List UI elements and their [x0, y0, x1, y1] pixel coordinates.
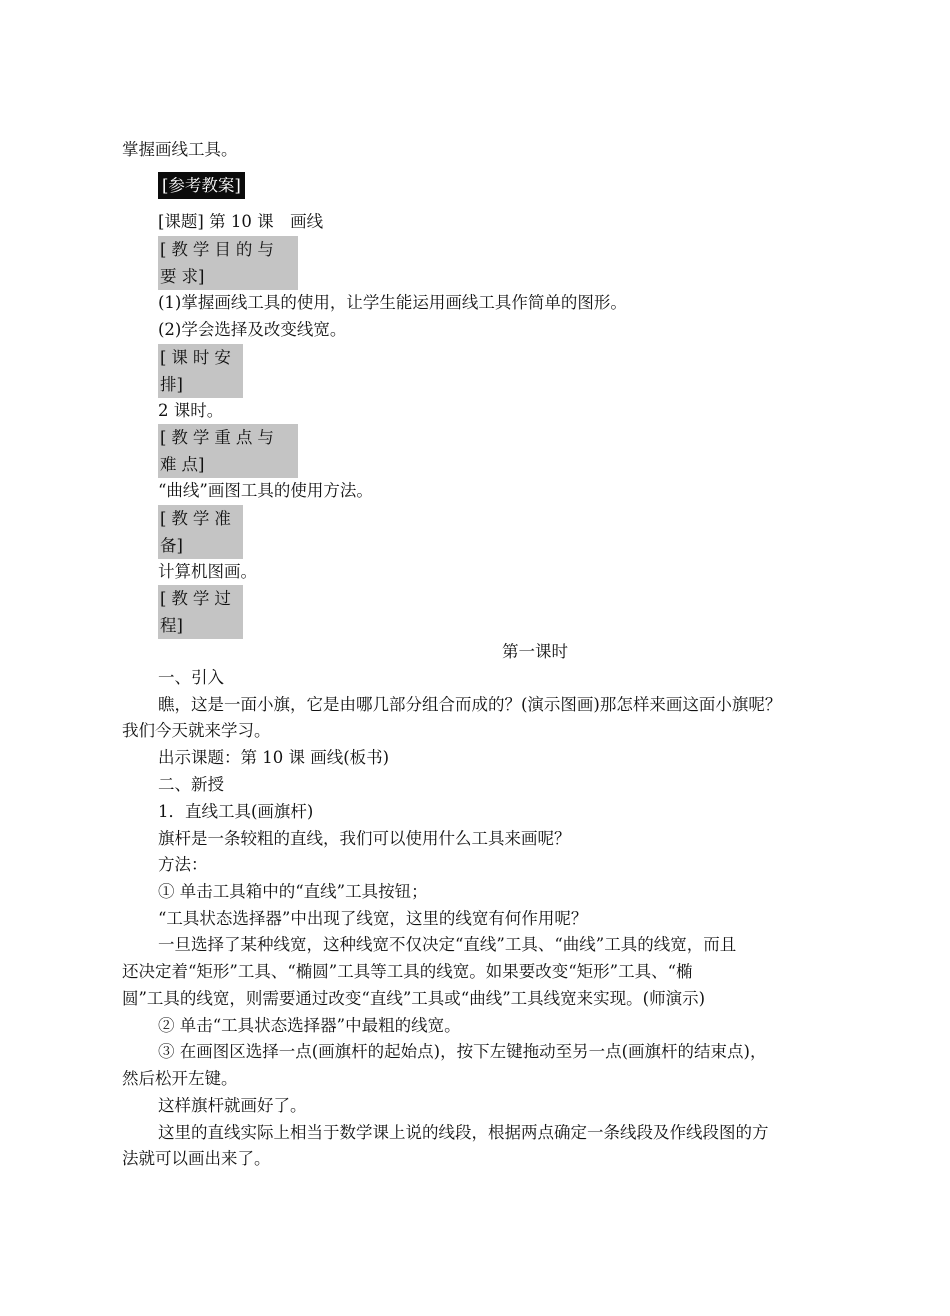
body-line: 法就可以画出来了。 [122, 1149, 271, 1168]
body-line: ③ 在画图区选择一点(画旗杆的起始点)，按下左键拖动至另一点(画旗杆的结束点)， [158, 1042, 767, 1061]
section-label-text: [教学目的与要 [160, 240, 279, 286]
body-line: 然后松开左键。 [122, 1069, 238, 1088]
body-line: 还决定着“矩形”工具、“椭圆”工具等工具的线宽。如果要改变“矩形”工具、“椭 [122, 962, 693, 981]
body-line: 瞧，这是一面小旗，它是由哪几部分组合而成的？(演示图画)那怎样来画这面小旗呢？ [158, 695, 782, 714]
prep-text: 计算机图画。 [158, 562, 257, 581]
body-line: 我们今天就来学习。 [122, 721, 271, 740]
topic-line: [课题] 第 10 课 画线 [158, 212, 324, 231]
section-label-text: [课时安 [160, 348, 236, 367]
body-line: 方法： [158, 855, 208, 874]
schedule-text: 2 课时。 [158, 401, 224, 420]
section-label-text: [教学过 [160, 589, 236, 608]
section-label-process [158, 585, 243, 639]
body-line: 1．直线工具(画旗杆) [158, 802, 314, 821]
goal-line-1: (1)掌握画线工具的使用，让学生能运用画线工具作简单的图形。 [158, 293, 627, 312]
section-label-goals [158, 236, 298, 290]
section-label-text: 求] [181, 267, 205, 286]
section-label-prep [158, 505, 243, 559]
section-label-schedule [158, 344, 243, 398]
section-label-keypoints [158, 424, 298, 478]
body-line: 旗杆是一条较粗的直线，我们可以使用什么工具来画呢？ [158, 829, 571, 848]
body-line: 出示课题：第 10 课 画线(板书) [158, 748, 390, 767]
section-label-text: 排] [160, 375, 183, 394]
lesson-title: 第一课时 [502, 642, 568, 661]
section-label-text: 备] [160, 536, 183, 555]
body-line: 这里的直线实际上相当于数学课上说的线段，根据两点确定一条线段及作线段图的方 [158, 1123, 769, 1142]
body-line: 圆”工具的线宽，则需要通过改变“直线”工具或“曲线”工具线宽来实现。(师演示) [122, 989, 706, 1008]
body-line: 一旦选择了某种线宽，这种线宽不仅决定“直线”工具、“曲线”工具的线宽，而且 [158, 935, 737, 954]
body-line: 这样旗杆就画好了。 [158, 1096, 307, 1115]
section-label-text: 程] [160, 616, 183, 635]
reference-plan-label: [参考教案] [158, 172, 245, 199]
section-label-text: 点] [181, 455, 205, 474]
body-line: 一、引入 [158, 668, 224, 687]
keypoints-text: “曲线”画图工具的使用方法。 [158, 481, 373, 500]
body-line: “工具状态选择器”中出现了线宽，这里的线宽有何作用呢？ [158, 909, 588, 928]
body-line: ① 单击工具箱中的“直线”工具按钮； [158, 882, 428, 901]
body-line: 二、新授 [158, 775, 224, 794]
goal-line-2: (2)学会选择及改变线宽。 [158, 320, 347, 339]
text-line: 掌握画线工具。 [122, 140, 238, 159]
body-line: ② 单击“工具状态选择器”中最粗的线宽。 [158, 1016, 461, 1035]
section-label-text: [教学重点与难 [160, 428, 279, 474]
section-label-text: [教学准 [160, 509, 236, 528]
